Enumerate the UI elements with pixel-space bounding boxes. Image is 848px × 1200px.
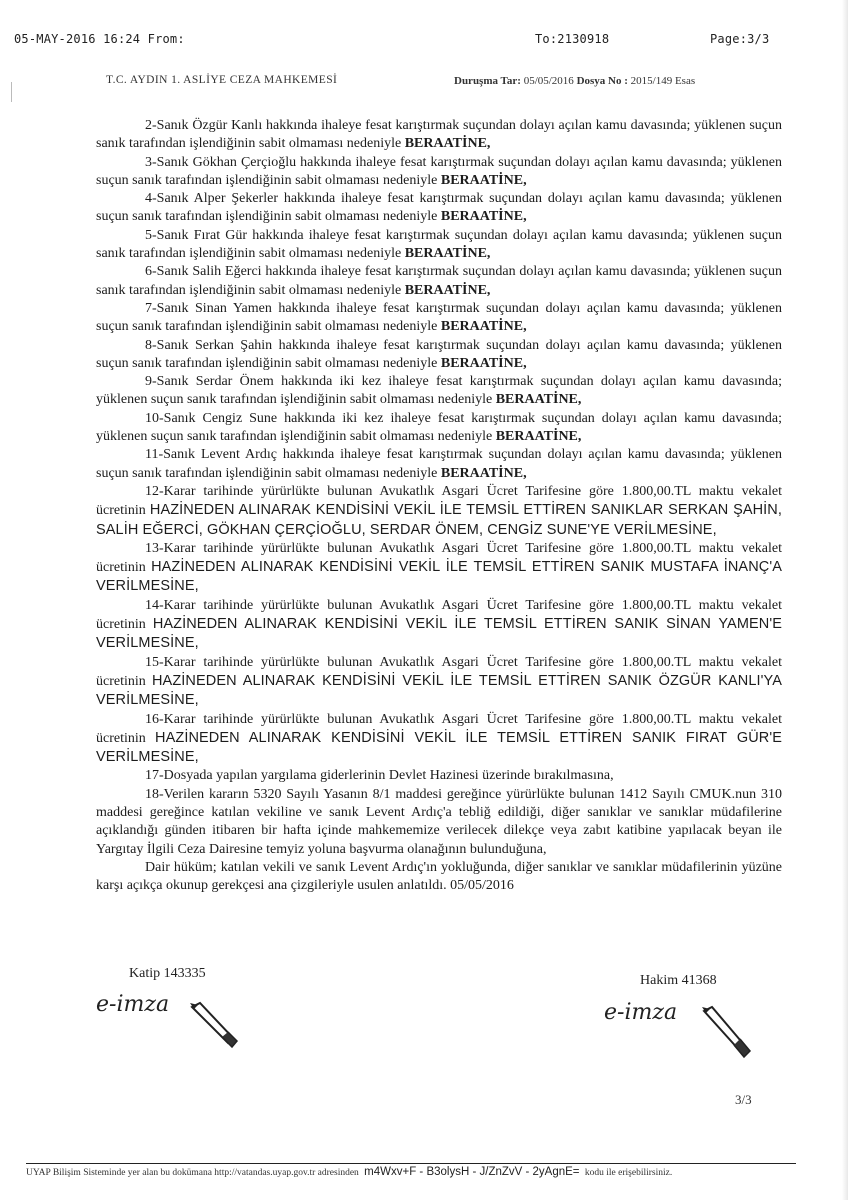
paragraph-text: 16-Karar tarihinde yürürlükte bulunan Avukatlık Asgari Ücret Tarifesine göre 1.800,00.TL maktu vekalet ücretinin [96,711,782,746]
fee-recipient: HAZİNEDEN ALINARAK KENDİSİNİ VEKİL İLE TEMSİL ETTİREN SANIK SİNAN YAMEN'E VERİLMESİNE, [96,616,782,652]
judge-label: Hakim 41368 [640,973,717,988]
acquittal-word: BERAATİNE, [440,172,527,188]
fax-datetime-from: 05-MAY-2016 16:24 From: [14,32,185,46]
acquittal-paragraph [96,300,782,337]
paragraph-text: 9-Sanık Serdar Önem hakkında iki kez ihaleye fesat karıştırmak suçundan dolayı açılan kamu davasında; yüklenen suçun sanık tarafından işlendiğinin sabit olmaması nedeniyle [96,374,782,408]
fax-to: To:2130918 [535,32,610,46]
paragraph-text: 5-Sanık Fırat Gür hakkında ihaleye fesat karıştırmak suçundan dolayı açılan kamu davasında; yüklenen suçun sanık tarafından işlendiğinin sabit olmaması nedeniyle [96,227,782,262]
appeal-paragraph: 18-Verilen kararın 5320 Sayılı Yasanın 8/1 maddesi gereğince yürürlükte bulunan 1412 Sayılı CMUK.nun 310 maddesi gereğince katılan vekiline ve sanık Levent Ardıç'a tebliğ edildiği, diğer sanıklar ve sanıklar müdafilerine açıklandığı günden itibaren bir hafta içinde mahkememize verilecek dilekçe veya zabıt katibine yapılacak beyan ile Yargıtay İlgili Ceza Dairesine temyiz yoluna başvurma olanağının bulunduğuna, [96,786,782,857]
e-imza-text: e-imza [96,992,170,1017]
acquittal-paragraph [96,373,782,410]
acquittal-word: BERAATİNE, [495,392,582,408]
paragraph-text: 2-Sanık Özgür Kanlı hakkında ihaleye fesat karıştırmak suçundan dolayı açılan kamu davasında; yüklenen suçun sanık tarafından işlendiğinin sabit olmaması nedeniyle [96,118,782,152]
paragraph-text: 10-Sanık Cengiz Sune hakkında iki kez ihaleye fesat karıştırmak suçundan dolayı açılan kamu davasında; yüklenen suçun sanık tarafından işlendiğinin sabit olmaması nedeniyle [96,410,782,445]
footer-divider [26,1163,796,1164]
footer-suffix: kodu ile erişebilirsiniz. [584,1168,673,1178]
hearing-date: 05/05/2016 [523,75,574,87]
court-name: T.C. AYDIN 1. ASLİYE CEZA MAHKEMESİ [106,74,338,86]
acquittal-paragraph [96,446,782,483]
fee-paragraph [96,540,782,597]
file-number: 2015/149 Esas [630,75,696,87]
fee-recipient: HAZİNEDEN ALINARAK KENDİSİNİ VEKİL İLE TEMSİL ETTİREN SANIK FIRAT GÜR'E VERİLMESİNE, [96,729,782,766]
acquittal-word: BERAATİNE, [404,246,491,262]
fax-page: Page:3/3 [710,32,770,46]
fee-recipient: HAZİNEDEN ALINARAK KENDİSİNİ VEKİL İLE TEMSİL ETTİREN SANIK MUSTAFA İNANÇ'A VERİLMESİNE, [96,559,782,595]
judge-e-signature [600,995,760,1070]
acquittal-paragraph [96,410,782,447]
fee-paragraph [96,711,782,768]
acquittal-paragraph [96,263,782,300]
paragraph-text: 3-Sanık Gökhan Çerçioğlu hakkında ihaleye fesat karıştırmak suçundan dolayı açılan kamu davasında; yüklenen suçun sanık tarafından işlendiğinin sabit olmaması nedeniyle [96,154,782,188]
acquittal-word: BERAATİNE, [495,429,582,445]
fee-recipient: HAZİNEDEN ALINARAK KENDİSİNİ VEKİL İLE TEMSİL ETTİREN SANIK ÖZGÜR KANLI'YA VERİLMESİNE, [96,672,783,709]
acquittal-word: BERAATİNE, [440,465,527,481]
acquittal-paragraph [96,117,782,154]
acquittal-word: BERAATİNE, [440,355,527,371]
paragraph-text: 11-Sanık Levent Ardıç hakkında ihaleye fesat karıştırmak suçundan dolayı açılan kamu davasında; yüklenen suçun sanık tarafından işlendiğinin sabit olmaması nedeniyle [96,447,782,481]
paragraph-text: 12-Karar tarihinde yürürlükte bulunan Avukatlık Asgari Ücret Tarifesine göre 1.800,00.TL maktu vekalet ücretinin [96,483,782,519]
acquittal-paragraph [96,190,782,227]
pen-icon [190,1003,237,1047]
hearing-info [454,75,695,87]
hearing-label: Duruşma Tar: [454,75,521,87]
page-number: 3/3 [735,1092,752,1107]
acquittal-paragraph [96,154,782,191]
paragraph-text: 15-Karar tarihinde yürürlükte bulunan Avukatlık Asgari Ücret Tarifesine göre 1.800,00.TL maktu vekalet ücretinin [96,654,782,689]
paragraph-text: 4-Sanık Alper Şekerler hakkında ihaleye fesat karıştırmak suçundan dolayı açılan kamu davasında; yüklenen suçun sanık tarafından işlendiğinin sabit olmaması nedeniyle [96,191,782,225]
paragraph-text: 13-Karar tarihinde yürürlükte bulunan Avukatlık Asgari Ücret Tarifesine göre 1.800,00.TL maktu vekalet ücretinin [96,540,782,576]
fee-paragraph [96,597,782,654]
paragraph-text: 8-Sanık Serkan Şahin hakkında ihaleye fesat karıştırmak suçundan dolayı açılan kamu davasında; yüklenen suçun sanık tarafından işlendiğinin sabit olmaması nedeniyle [96,337,782,371]
acquittal-paragraph [96,337,782,374]
acquittal-paragraph [96,227,782,264]
verification-code: m4Wxv+F - B3olysH - J/ZnZvV - 2yAgnE= [364,1166,580,1178]
paragraph-text: 14-Karar tarihinde yürürlükte bulunan Avukatlık Asgari Ücret Tarifesine göre 1.800,00.TL maktu vekalet ücretinin [96,597,782,633]
fee-paragraph [96,483,782,540]
clerk-e-signature [94,985,244,1055]
paragraph-text: 7-Sanık Sinan Yamen hakkında ihaleye fesat karıştırmak suçundan dolayı açılan kamu davasında; yüklenen suçun sanık tarafından işlendiğinin sabit olmaması nedeniyle [96,300,782,335]
e-imza-text: e-imza [604,1000,678,1025]
fee-paragraph [96,654,782,711]
acquittal-word: BERAATİNE, [440,319,527,335]
acquittal-word: BERAATİNE, [404,282,491,298]
scan-edge-shadow [842,0,848,1200]
pen-icon [702,1007,750,1057]
costs-paragraph: 17-Dosyada yapılan yargılama giderlerinin Devlet Hazinesi üzerinde bırakılmasına, [145,768,614,784]
clerk-label: Katip 143335 [129,966,206,981]
verdict-body [96,117,782,895]
fee-recipient: HAZİNEDEN ALINARAK KENDİSİNİ VEKİL İLE TEMSİL ETTİREN SANIKLAR SERKAN ŞAHİN, SALİH EĞERCİ, GÖKHAN ÇERÇİOĞLU, SERDAR ÖNEM, CENGİZ SUNE'YE VERİLMESİNE, [96,502,783,538]
paragraph-text: 6-Sanık Salih Eğerci hakkında ihaleye fesat karıştırmak suçundan dolayı açılan kamu davasında; yüklenen suçun sanık tarafından işlendiğinin sabit olmaması nedeniyle [96,264,782,298]
uyap-footer [26,1166,672,1178]
acquittal-word: BERAATİNE, [404,136,491,152]
verdict-paragraph: Dair hüküm; katılan vekili ve sanık Levent Ardıç'ın yokluğunda, diğer sanıklar ve sanıklar müdafilerinin yüzüne karşı açıkça okunup gerekçesi ana çizgileriyle usulen anlatıldı. 05/05/2016 [96,859,782,894]
acquittal-word: BERAATİNE, [440,209,527,225]
file-label: Dosya No : [576,75,628,87]
footer-prefix: UYAP Bilişim Sisteminde yer alan bu dokümana http://vatandas.uyap.gov.tr adresinden [26,1168,359,1178]
scan-margin-mark [11,82,12,102]
